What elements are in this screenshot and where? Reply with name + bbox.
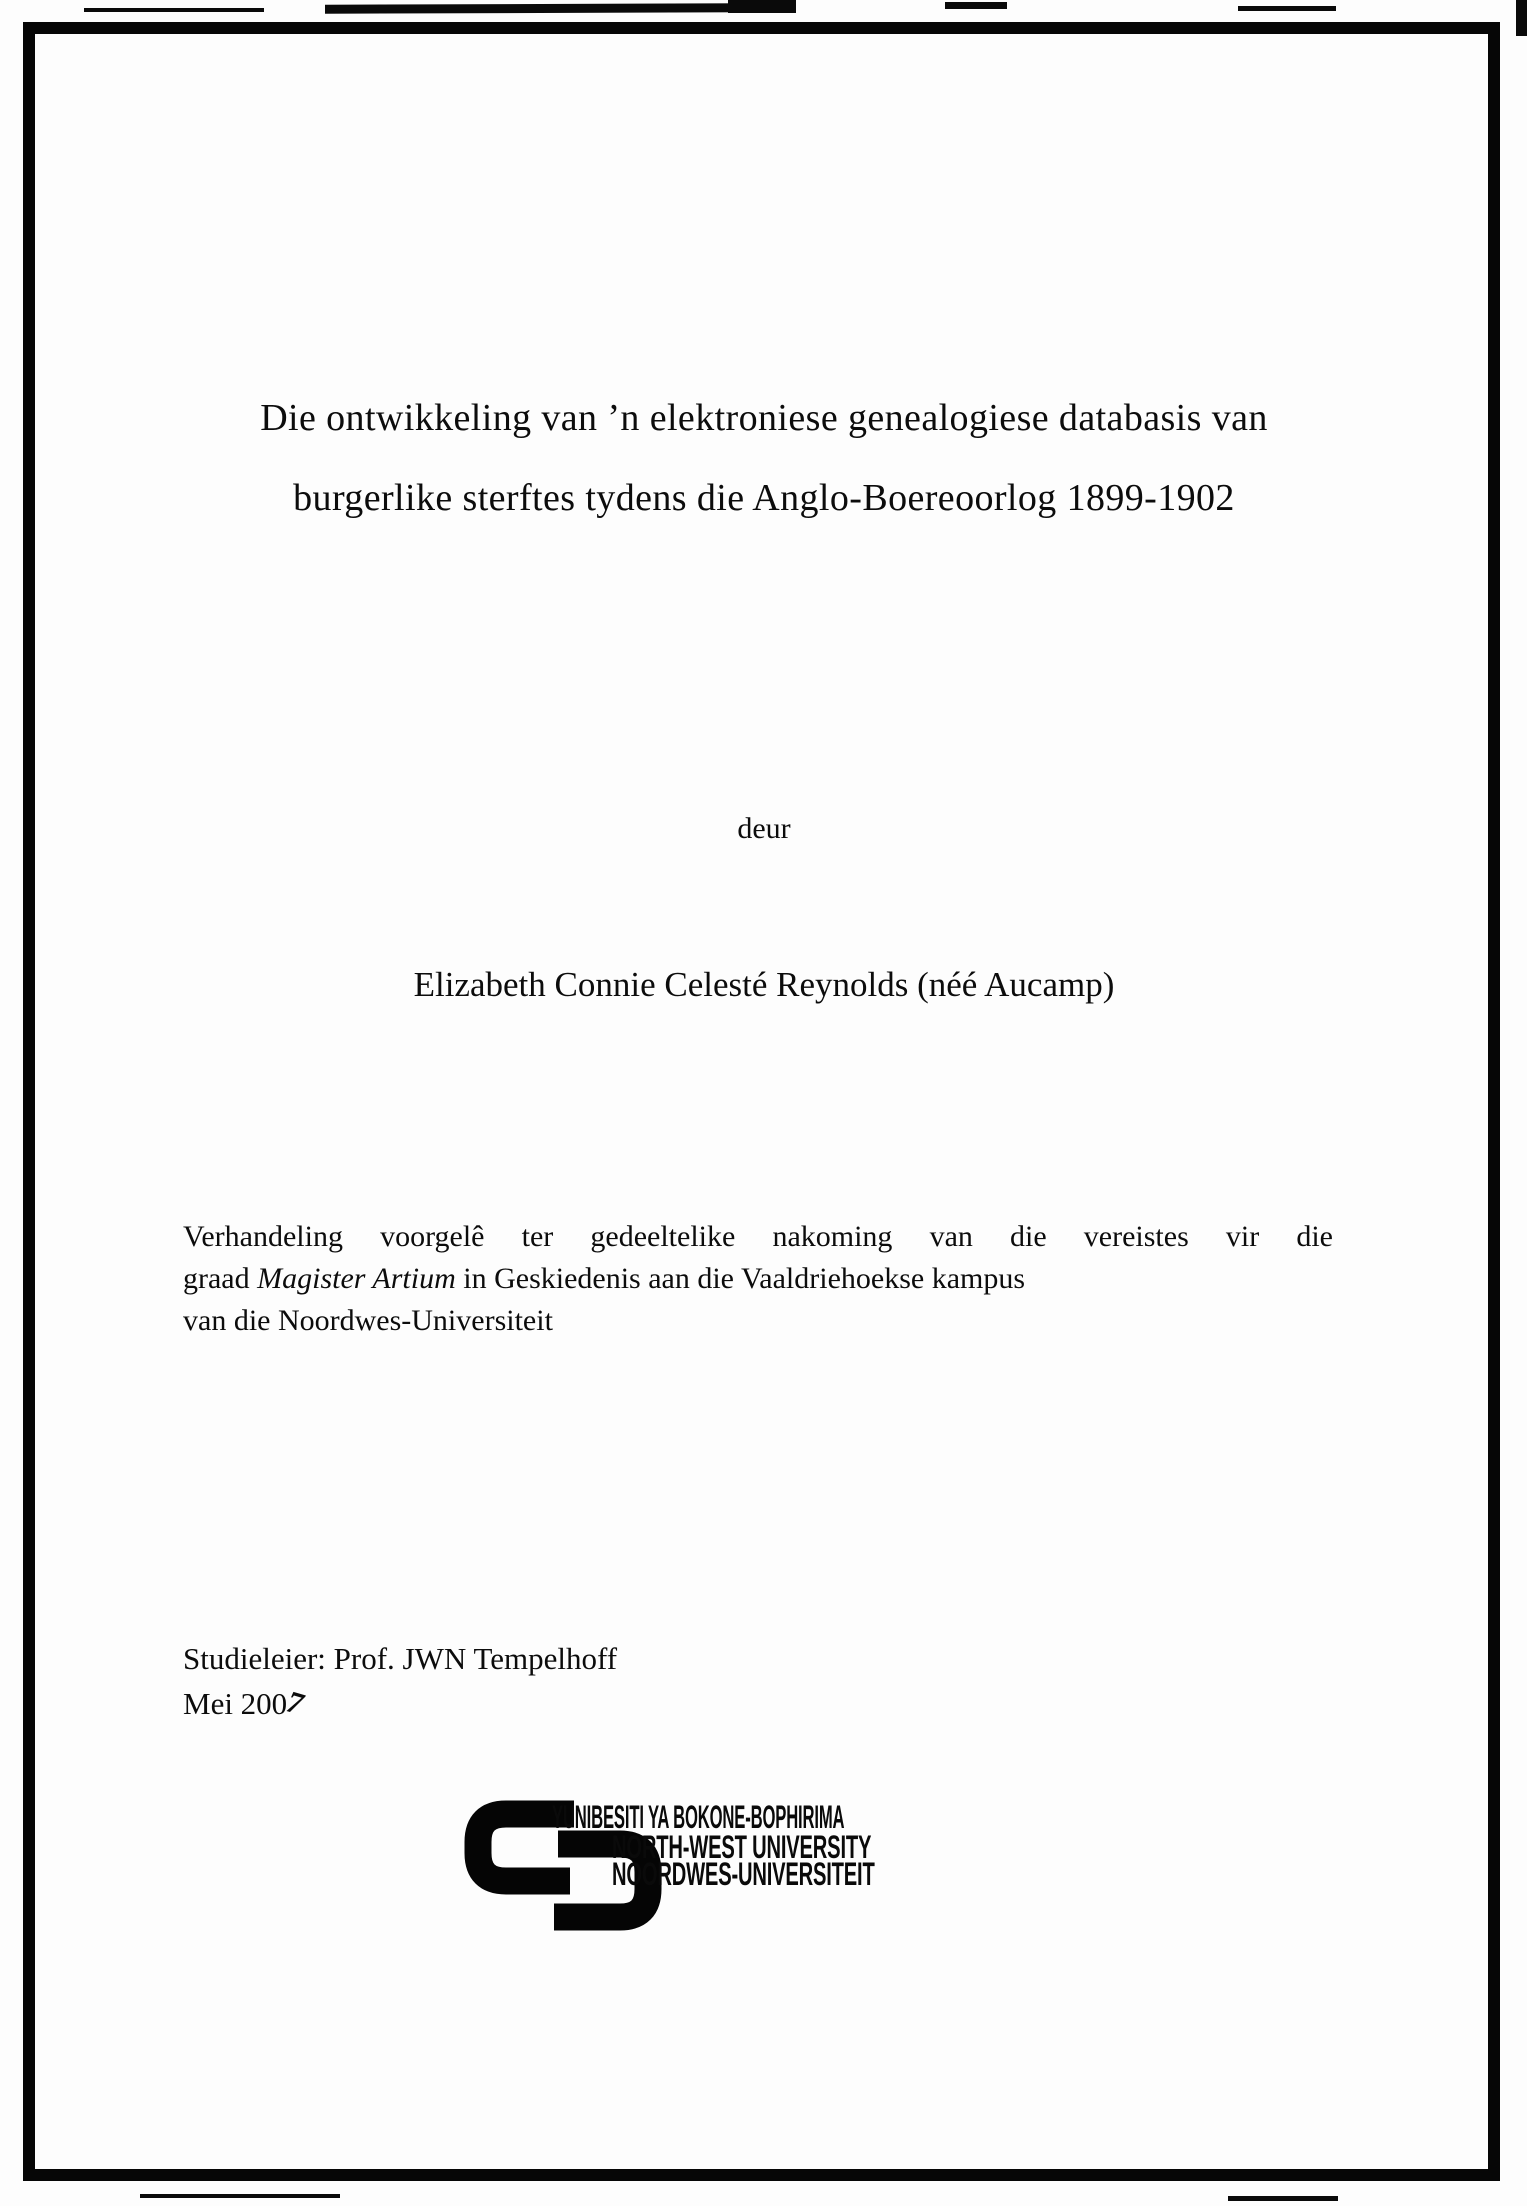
scan-artifact <box>1238 6 1336 11</box>
scan-artifact <box>1516 0 1527 36</box>
statement-degree-name: Magister Artium <box>257 1262 456 1295</box>
author-name: Elizabeth Connie Celesté Reynolds (néé Aucamp) <box>413 965 1115 1004</box>
logo-text-afrikaans: NOORDWES-UNIVERSITEIT <box>612 1856 875 1892</box>
scan-artifact <box>728 0 796 13</box>
statement-pre: graad <box>183 1262 258 1295</box>
scan-artifact <box>140 2194 340 2198</box>
logo-text-setswana: YUNIBESITI YA BOKONE-BOPHIRIMA <box>552 1799 845 1835</box>
byline: deur <box>737 812 791 845</box>
supervisor-block <box>183 1636 617 1726</box>
scan-artifact <box>1228 2196 1338 2201</box>
scan-artifact <box>84 8 264 12</box>
degree-statement-line-3: van die Noordwes-Universiteit <box>183 1304 553 1337</box>
degree-statement-line-1: Verhandeling voorgelê ter gedeeltelike nakoming van die vereistes vir die <box>183 1220 1333 1253</box>
page-title-line-2: burgerlike sterftes tydens die Anglo-Boereoorlog 1899-1902 <box>293 477 1235 519</box>
date-prefix: Mei 200 <box>183 1686 288 1721</box>
date-line <box>183 1681 617 1726</box>
statement-post: in Geskiedenis aan die Vaaldriehoekse kampus <box>455 1262 1026 1295</box>
degree-statement <box>183 1216 1333 1342</box>
page-title-line-1: Die ontwikkeling van ’n elektroniese genealogiese databasis van <box>260 397 1268 439</box>
degree-statement-line-2 <box>183 1258 1333 1300</box>
page-title <box>14 378 1514 538</box>
supervisor-line: Studieleier: Prof. JWN Tempelhoff <box>183 1641 618 1676</box>
scan-artifact <box>945 2 1007 9</box>
date-last-digit: 7 <box>280 1684 310 1721</box>
scan-artifact <box>325 3 745 13</box>
logo-text-english: NORTH-WEST UNIVERSITY <box>612 1829 872 1865</box>
